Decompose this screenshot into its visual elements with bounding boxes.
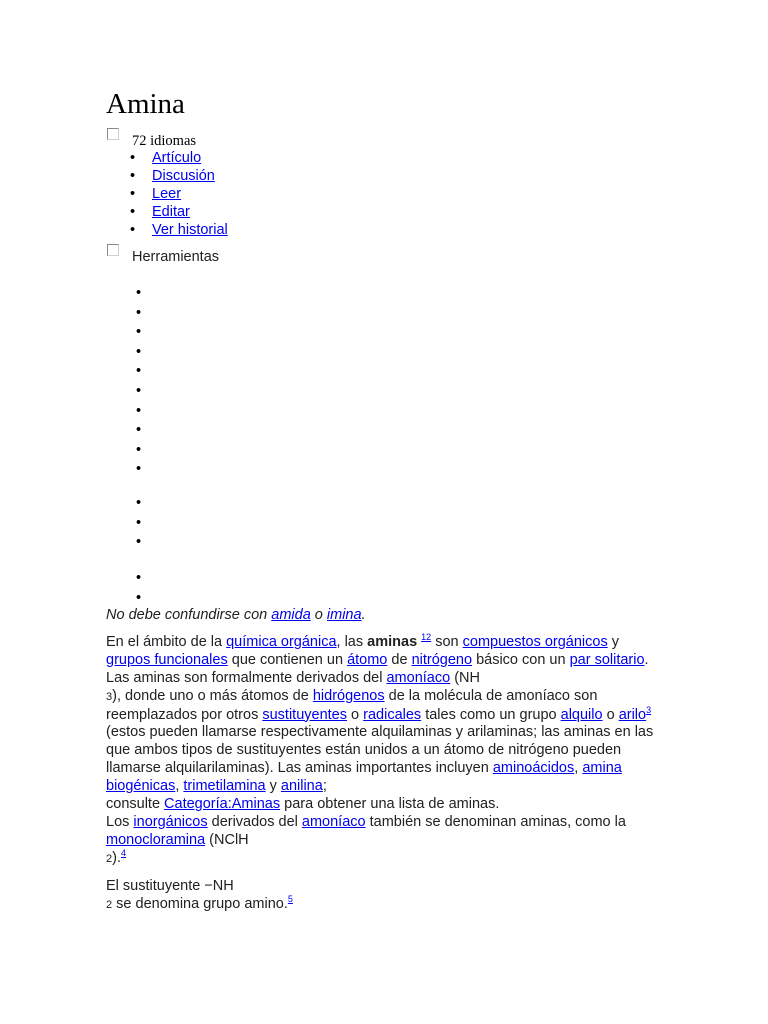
link-compuestos-organicos[interactable]: compuestos orgánicos bbox=[462, 633, 608, 650]
ref-3[interactable]: 3 bbox=[646, 704, 652, 715]
view-tabs bbox=[152, 186, 228, 239]
list-item bbox=[136, 460, 141, 480]
tab-discussion[interactable]: • Discusión bbox=[152, 168, 215, 186]
tools-list-empty-3 bbox=[136, 569, 141, 608]
ref-4[interactable]: 4 bbox=[120, 847, 126, 858]
paragraph-amino: El sustituyente −NH 2 se denomina grupo amino.$^5$ bbox=[106, 877, 293, 912]
list-item bbox=[136, 323, 141, 343]
link-amoniaco[interactable]: amoníaco bbox=[386, 669, 451, 686]
list-item bbox=[136, 533, 141, 553]
link-monocloramina[interactable]: monocloramina bbox=[106, 831, 206, 848]
link-alquilo[interactable]: alquilo bbox=[560, 706, 603, 723]
tab-article[interactable]: • Artículo bbox=[152, 150, 215, 168]
link-anilina[interactable]: anilina bbox=[280, 778, 323, 795]
list-item bbox=[136, 514, 141, 534]
link-arilo[interactable]: arilo bbox=[618, 706, 647, 723]
link-radicales[interactable]: radicales bbox=[363, 706, 422, 723]
page-title: Amina bbox=[106, 88, 185, 120]
article-body bbox=[106, 607, 656, 915]
tools-label[interactable]: Herramientas bbox=[132, 249, 220, 265]
languages-label[interactable]: 72 idiomas bbox=[132, 133, 197, 149]
list-item bbox=[136, 441, 141, 461]
tab-edit[interactable]: • Editar bbox=[152, 204, 228, 222]
tools-list-empty-2 bbox=[136, 494, 141, 553]
namespace-tabs bbox=[152, 150, 215, 186]
list-item bbox=[136, 362, 141, 382]
list-item bbox=[136, 284, 141, 304]
tools-menu-checkbox[interactable] bbox=[107, 244, 119, 256]
link-nitrogeno[interactable]: nitrógeno bbox=[411, 651, 473, 668]
list-item bbox=[136, 569, 141, 589]
list-item bbox=[136, 494, 141, 514]
tools-list-empty bbox=[136, 284, 141, 480]
link-par-solitario[interactable]: par solitario bbox=[569, 651, 645, 668]
paragraph-intro: En el ámbito de la química orgánica, las aminas $^{12}$ son compuestos orgánicos y grupos funcionales que contienen un átomo de nitrógeno básico con un par solitario. Las aminas son formalmente derivados del amoníaco (NH 3), donde uno o más átomos de hidrógenos de la molécula de amoníaco son reemplazados por otros sustituyentes o radicales tales como un grupo alquilo o arilo$^3$ (estos pueden llamarse respectivamente alquilaminas y arilaminas; las aminas en las que ambos tipos de sustituyentes están unidos a un átomo de nitrógeno pueden llamarse alquilarilaminas). Las aminas importantes incluyen aminoácidos, amina biogénicas, trimetilamina y anilina; consulte Categoría:Aminas para obtener una lista de aminas. Los inorgánicos derivados del amoníaco también se denominan aminas, como la monocloramina (NClH 2).$^4$ bbox=[106, 631, 654, 866]
link-trimetilamina[interactable]: trimetilamina bbox=[183, 778, 266, 795]
link-categoria-aminas[interactable]: Categoría:Aminas bbox=[164, 796, 281, 813]
ref-5[interactable]: 5 bbox=[287, 893, 293, 904]
link-amida[interactable]: amida bbox=[271, 607, 311, 623]
link-inorganicos[interactable]: inorgánicos bbox=[133, 813, 208, 830]
link-amina-biogenicas[interactable]: amina biogénicas bbox=[106, 760, 622, 795]
list-item bbox=[136, 382, 141, 402]
tab-read[interactable]: • Leer bbox=[152, 186, 228, 204]
tab-history[interactable]: • Ver historial bbox=[152, 222, 228, 240]
link-aminoacidos[interactable]: aminoácidos bbox=[492, 760, 575, 777]
link-hidrogenos[interactable]: hidrógenos bbox=[312, 687, 385, 704]
link-quimica-organica[interactable]: química orgánica bbox=[226, 633, 337, 650]
link-sustituyentes[interactable]: sustituyentes bbox=[262, 706, 347, 723]
link-atomo[interactable]: átomo bbox=[347, 651, 388, 668]
list-item bbox=[136, 589, 141, 609]
list-item bbox=[136, 402, 141, 422]
list-item bbox=[136, 343, 141, 363]
ref-12[interactable]: 12 bbox=[421, 631, 432, 642]
hatnote: No debe confundirse con amida o imina. bbox=[106, 607, 366, 623]
term-aminas: aminas bbox=[367, 633, 418, 650]
list-item bbox=[136, 421, 141, 441]
language-menu-checkbox[interactable] bbox=[107, 128, 119, 140]
link-amoniaco-2[interactable]: amoníaco bbox=[301, 813, 366, 830]
link-grupos-funcionales[interactable]: grupos funcionales bbox=[106, 651, 228, 668]
list-item bbox=[136, 304, 141, 324]
link-imina[interactable]: imina bbox=[326, 607, 362, 623]
